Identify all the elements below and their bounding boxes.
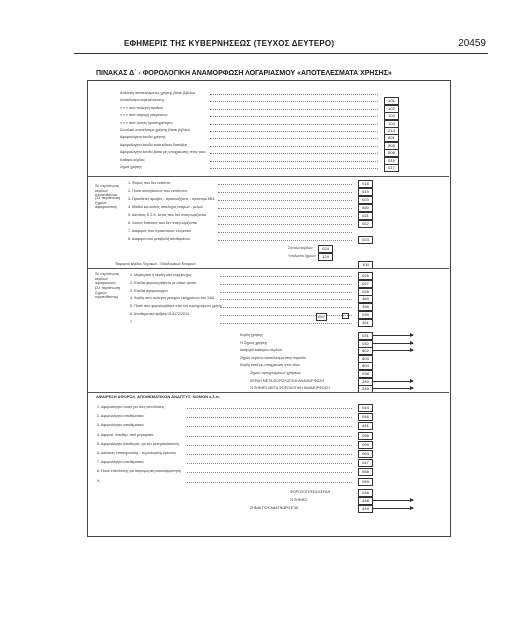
leader-dots <box>210 131 378 132</box>
subrow-label: Σύνολο κερδών <box>288 246 313 250</box>
total-label: ΖΗΜΙΑ ΠΟΥ ΑΝΑΓΝΩΡΙΖΕΤΑΙ <box>250 506 299 510</box>
code-box: 032 <box>358 340 373 348</box>
code-box: 461 <box>358 319 373 327</box>
code-box: 031 <box>358 332 373 340</box>
leader-dots <box>210 124 378 125</box>
row-label: 2. Έσοδα φορολογηθέντα με ειδικό τρόπο <box>130 280 197 285</box>
row-label: 9. <box>97 478 100 483</box>
row-label: 1. Αφορολόγητο ποσό για νέες επενδύσεις <box>97 405 165 409</box>
leader-dots <box>210 101 378 102</box>
leader-dots <box>187 454 352 455</box>
code-box: 044 <box>358 404 373 412</box>
leader-dots <box>187 436 352 437</box>
leader-dots <box>218 232 352 233</box>
arrow-line <box>373 343 413 344</box>
row-label: 1. Μερίσματα ή κέρδη από συμμετοχές <box>130 273 192 277</box>
leader-dots <box>187 445 352 446</box>
code-box: 018 <box>358 180 373 188</box>
leader-dots <box>210 116 378 117</box>
code-box: 448 <box>358 497 373 505</box>
code-box: 460 <box>358 295 373 303</box>
code-box: 213 <box>384 127 399 135</box>
row-label: Συνολικό αποτέλεσμα χρήσης βάσει βιβλίων <box>120 128 191 132</box>
code-box: 026 <box>358 272 373 280</box>
code-box: 019 <box>358 188 373 196</box>
side-label-note: (Σε περίπτωση ζημιών προστίθενται) <box>95 286 121 299</box>
code-box: 022 <box>358 220 373 228</box>
arrow-line <box>373 388 413 389</box>
code-box: 806 <box>384 149 399 157</box>
leader-dots <box>220 323 352 324</box>
row-label: 8. Ποσό επένδυσης για παραγωγική ανασυγκρότηση <box>97 469 181 474</box>
code-box: 801 <box>384 134 399 142</box>
side-label: Σε περίπτωση κερδών αφαιρούνται <box>95 272 119 285</box>
side-label: Σε περίπτωση κερδών προστίθενται <box>95 184 119 197</box>
subrow-label: Κέρδη χρήσης <box>240 333 263 337</box>
row-label: » » » από πώληση αγαθών <box>120 105 164 110</box>
leader-dots <box>187 482 352 483</box>
code-box: 104 <box>384 120 399 128</box>
code-box: 058 <box>358 468 373 476</box>
row-label: 6. Δαπάνες επιστημονικής - τεχνολογικής έρευνας <box>97 451 177 455</box>
row-label: » » » από λοιπές δραστηριότητες <box>120 120 173 125</box>
code-box: 027 <box>358 280 373 288</box>
row-label: Ζημιά χρήσης <box>120 165 143 169</box>
leader-dots <box>220 276 352 277</box>
row-label: 7. Διαφορές που προκύπτουν ελεγκτικά <box>128 229 191 233</box>
page-header <box>74 39 488 54</box>
subrow-label: Ή ΖΗΜΙΕΣ ΜΕΤΑ ΦΟΡΟΛΟΓΙΚΗ ΑΝΑΜΟΡΦΩΣΗ <box>250 386 330 391</box>
code-box: 100 <box>358 261 373 269</box>
code-box: 023 <box>358 236 373 244</box>
leader-dots <box>187 472 352 473</box>
arrow-line <box>373 381 413 382</box>
row-label: 2. Ποσά αποσβέσεων που εκπίπτουν <box>128 189 188 193</box>
leader-dots <box>210 109 378 110</box>
code-box: 805 <box>384 142 399 150</box>
code-box: 240 <box>358 378 373 386</box>
leader-dots <box>220 284 352 285</box>
row-label: 6. Λοιπές δαπάνες που δεν αναγνωρίζονται <box>128 221 197 225</box>
row-label: 4. Κέρδη από πώληση μετοχών εισηγμένων στο ΧΑΑ <box>130 296 215 301</box>
leader-dots <box>187 408 352 409</box>
row-label: 7. <box>130 319 133 324</box>
row-label: Αφορολόγητα έσοδα χρήσης <box>120 135 166 140</box>
section-divider <box>87 176 449 177</box>
leader-dots <box>210 161 378 162</box>
subrow-label: Ζημιές κερδών αποτέλεσμα στην περίοδο <box>240 355 307 360</box>
code-box: 449 <box>358 505 373 513</box>
row-label: Αφορολόγητα έσοδα βάσει μη υποχρέωσης στον τόκο <box>120 150 206 155</box>
subrow-label: Ή Ζημιές χρήσης <box>240 340 268 345</box>
code-box: 017 <box>384 164 399 172</box>
leader-dots <box>218 216 352 217</box>
code-box: 124 <box>318 253 333 261</box>
adjusted-profit-label: Τεκμαρτό κέρδος Τεχνικών - Οικοδομικών Εταιριών <box>115 262 196 266</box>
row-label: 5. Δαπάνες Ε.Σ.Κ. εκτός που δεν αναγνωρίζονται <box>128 213 206 217</box>
page-number: 20459 <box>458 38 486 49</box>
row-label: 1. Φόρος που δεν εκπίπτει <box>128 181 171 185</box>
arrow-line <box>373 500 413 501</box>
subrow-label: Κέρδη κατά μη υποχρέωση στον τόκο <box>240 363 300 368</box>
leader-dots <box>187 417 352 418</box>
row-label: 3. Πρόσθετες αμοιβές - προσαυξήσεις - πρόστιμα ΚΒΣ <box>128 197 215 201</box>
code-box-inline: 057 <box>316 313 327 321</box>
code-box: 063 <box>358 450 373 458</box>
code-box: 804 <box>358 362 373 370</box>
code-box: 461 <box>358 422 373 430</box>
code-box: 098 <box>358 432 373 440</box>
section-divider <box>87 392 449 393</box>
row-label: Ανάλυση αποτελέσματος χρήσης βάσει βιβλίων <box>120 91 196 95</box>
leader-dots <box>220 307 352 308</box>
code-box: 048 <box>358 489 373 497</box>
code-box: 450 <box>358 204 373 212</box>
row-label: 8. Διαφορά από μεταβολή αποθεμάτων <box>128 237 191 241</box>
code-box: 803 <box>358 355 373 363</box>
leader-dots <box>210 168 378 169</box>
leader-dots <box>220 299 352 300</box>
leader-dots <box>220 292 352 293</box>
leader-dots <box>210 153 378 154</box>
row-label: Αφορολόγητα έσοδα κατά ειδικές διατάξεις <box>120 142 188 147</box>
code-box: 099 <box>358 441 373 449</box>
code-box: 102 <box>384 105 399 113</box>
leader-dots <box>218 200 352 201</box>
leader-dots <box>218 192 352 193</box>
arrow-line <box>373 335 413 336</box>
row-label: 5. Αφορολόγητο Αποθεματ. για την μετεγκατάσταση <box>97 441 179 446</box>
leader-dots <box>218 184 352 185</box>
row-label: Καθαρό κέρδος <box>120 157 145 162</box>
code-box: 103 <box>384 112 399 120</box>
code-box: 802 <box>358 347 373 355</box>
code-box: 016 <box>384 157 399 165</box>
leader-dots <box>210 94 378 95</box>
section-divider <box>87 268 449 269</box>
row-label: 3. Αφορολόγητο αποθεματικό <box>97 423 144 428</box>
row-label: 2. Αφορολόγητο αποθεματικό <box>97 414 144 419</box>
row-label: 3. Έσοδα Αφορολόγητα <box>130 288 168 293</box>
row-label: 5. Ποσό που φορολογήθηκε από τον προηγούμενο χρόνο <box>130 304 222 309</box>
side-label-note: (Σε περίπτωση ζημιών αφαιρούνται) <box>95 196 121 209</box>
leader-dots <box>210 138 378 139</box>
subrow-label: Ζημιές προηγούμενων χρήσεων <box>250 371 302 375</box>
gazette-title: ΕΦΗΜΕΡΙΣ ΤΗΣ ΚΥΒΕΡΝΗΣΕΩΣ (ΤΕΥΧΟΣ ΔΕΥΤΕΡΟ) <box>124 39 335 48</box>
code-box: 020 <box>358 196 373 204</box>
arrow-line <box>373 508 413 509</box>
code-box: 046 <box>358 413 373 421</box>
row-label: 4. Αφορολ. Αποθεμ. από μερίσματα <box>97 432 154 437</box>
table-title: ΠΙΝΑΚΑΣ Δ΄ - ΦΟΡΟΛΟΓΙΚΗ ΑΝΑΜΟΡΦΩΣΗ ΛΟΓΑΡΙΑΣΜΟΥ «ΑΠΟΤΕΛΕΣΜΑΤΑ ΧΡΗΣΗΣ» <box>96 70 392 77</box>
leader-dots <box>210 146 378 147</box>
code-box: 059 <box>358 478 373 486</box>
code-box: 021 <box>358 212 373 220</box>
leader-dots <box>187 463 352 464</box>
code-box: 456 <box>358 303 373 311</box>
leader-dots <box>218 208 352 209</box>
row-label: » » » από παροχή υπηρεσιών <box>120 113 168 118</box>
subrow-label: ΚΕΡΔΗ ΜΕΤΑ ΦΟΡΟΛΟΓΙΚΗ ΑΝΑΜΟΡΦΩΣΗ <box>250 378 325 383</box>
leader-dots <box>218 224 352 225</box>
section-heading: ΑΦΑΙΡΕΣΗ ΑΦΟΡΟΛ. ΑΠΟΘΕΜΑΤΙΚΩΝ ΑΝΑΠΤΥΞ. ΝΟΜΩΝ κ.λ.π. <box>96 394 221 399</box>
subrow-label: Υπόλοιπο ζημιών <box>288 253 316 258</box>
code-box: 101 <box>384 97 399 105</box>
code-box: 024 <box>318 245 333 253</box>
leader-dots <box>218 240 352 241</box>
checkbox <box>342 313 349 319</box>
row-label: 4. Μισθοί και λοιπές αποδοχές εταίρων - μελών <box>128 205 204 209</box>
row-label: 7. Αφορολόγητο αποθεματικό <box>97 460 144 465</box>
total-label: Ή ΖΗΜΙΕΣ <box>290 498 308 502</box>
arrow-line <box>373 350 413 351</box>
code-box: 038 <box>358 370 373 378</box>
code-box: 030 <box>358 311 373 319</box>
code-box: 240 <box>358 385 373 393</box>
total-label: ΦΟΡΟΛΟΓΗΤΕΑ ΚΕΡΔΗ <box>290 490 331 494</box>
row-label: Αποτέλεσμα εκμετάλλευσης <box>120 98 165 103</box>
leader-dots <box>220 315 352 316</box>
subrow-label: Διαφορά καθαρών κερδών <box>240 348 283 353</box>
leader-dots <box>187 426 352 427</box>
code-box: 028 <box>358 288 373 296</box>
code-box: 047 <box>358 459 373 467</box>
row-label: 6. Αποθεματικό άρθρου Ν.4172/2013 <box>130 312 190 316</box>
